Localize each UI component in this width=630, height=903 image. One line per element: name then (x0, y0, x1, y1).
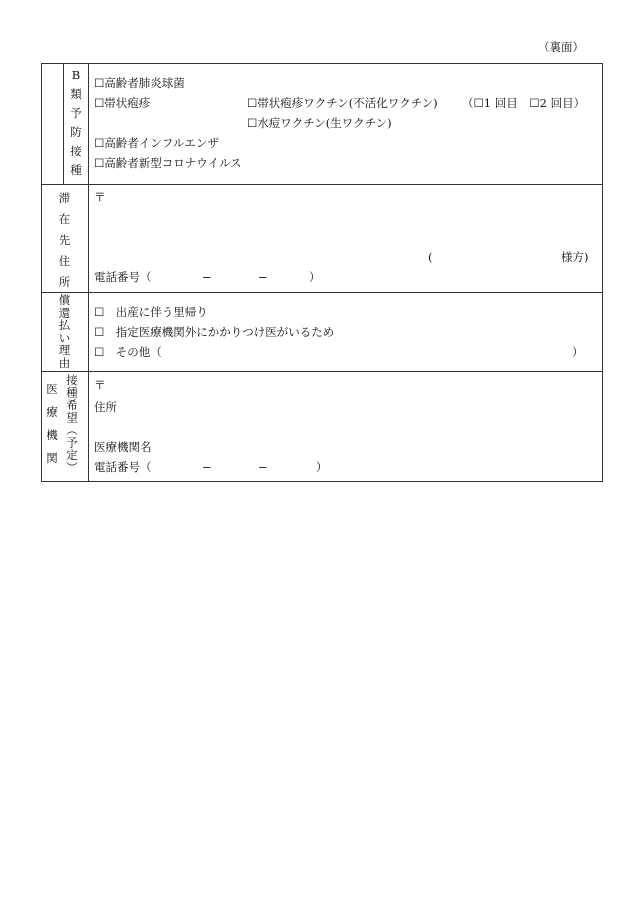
clinic-phone-sep-2: − (258, 460, 268, 474)
checkbox-varicella[interactable]: ☐水痘ワクチン(生ワクチン) (247, 116, 392, 130)
checkbox-shingles[interactable]: ☐帯状疱疹 (94, 96, 151, 110)
reason-family-doctor-checkbox[interactable]: ☐ 指定医療機関外にかかりつけ医がいるため (94, 325, 335, 339)
residence-phone-sep-1: − (202, 270, 212, 284)
page-side-label: （裏面） (538, 40, 584, 54)
clinic-phone-close: ） (316, 460, 328, 474)
checkbox-shingles-inactivated[interactable]: ☐帯状疱疹ワクチン(不活化ワクチン) (247, 96, 438, 110)
clinic-phone-label: 電話番号（ (94, 460, 152, 474)
residence-postal-mark: 〒 (94, 190, 106, 204)
residence-phone-close: ） (309, 270, 321, 284)
residence-phone-sep-2: − (258, 270, 268, 284)
reimbursement-label: 償 還 払 い 理 由 (58, 293, 71, 370)
residence-label: 滞 在 先 住 所 (58, 191, 71, 289)
clinic-name-label: 医療機関名 (94, 440, 152, 454)
care-of-open: ( (428, 250, 433, 264)
reason-other-checkbox[interactable]: ☐ その他（ (94, 345, 162, 359)
clinic-sub-label: 接種希望（予定） (65, 374, 79, 474)
checkbox-pneumococcus[interactable]: ☐高齢者肺炎球菌 (94, 76, 185, 90)
clinic-label: 医 療 機 関 (46, 382, 58, 465)
clinic-postal-mark: 〒 (94, 378, 106, 392)
care-of-suffix: 様方) (561, 250, 589, 264)
checkbox-covid[interactable]: ☐高齢者新型コロナウイルス (94, 156, 242, 170)
dose-options[interactable]: （☐1 回目 ☐2 回目） (462, 96, 586, 110)
clinic-phone-sep-1: − (202, 460, 212, 474)
checkbox-influenza[interactable]: ☐高齢者インフルエンザ (94, 136, 219, 150)
clinic-address-label: 住所 (94, 400, 117, 414)
reason-other-close: ） (572, 345, 584, 359)
reason-homecoming-checkbox[interactable]: ☐ 出産に伴う里帰り (94, 305, 208, 319)
section-b-label: B 類 予 防 接 種 (70, 68, 82, 177)
residence-phone-label: 電話番号（ (94, 270, 152, 284)
